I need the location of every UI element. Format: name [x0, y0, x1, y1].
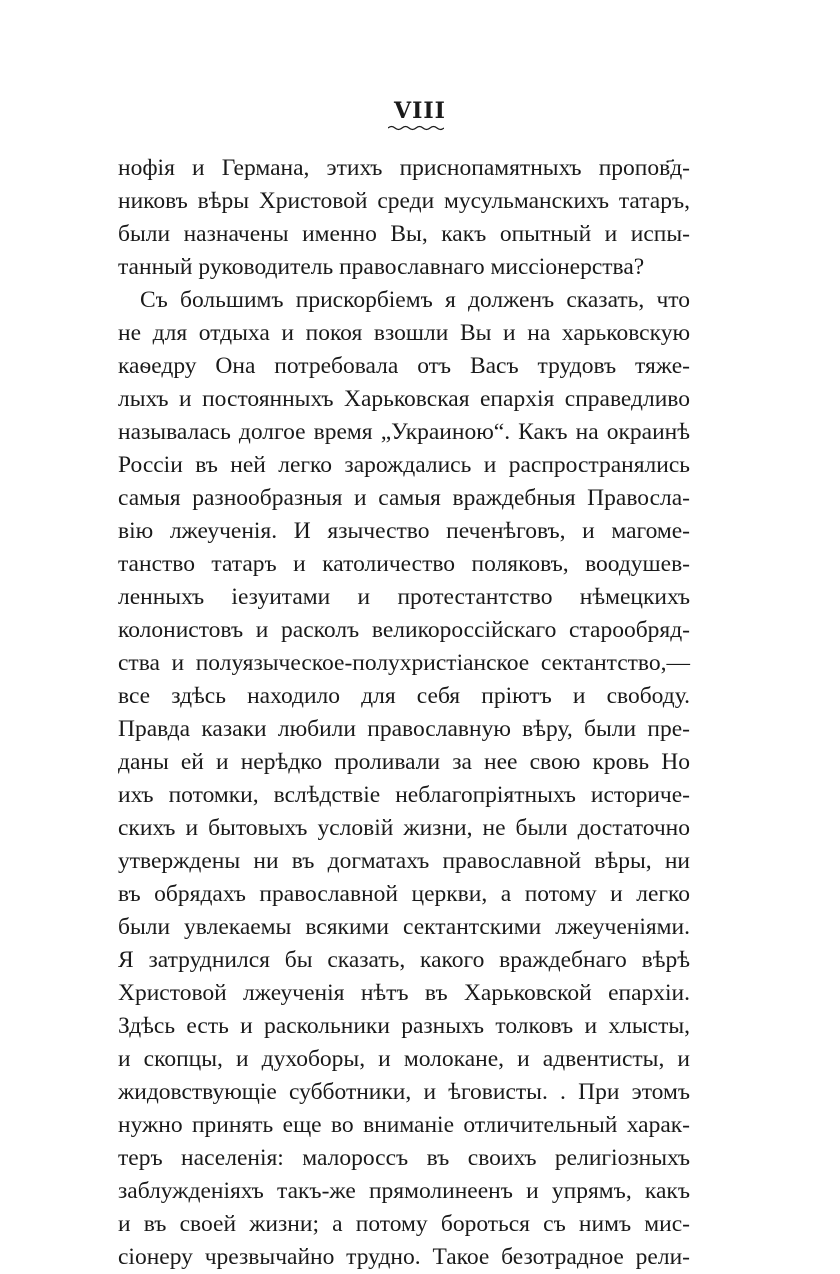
text-line: Я затруднился бы сказать, какого враждебнаго вѣрѣ: [118, 947, 690, 973]
text-line: и въ своей жизни; а потому бороться съ нимъ мис-: [118, 1211, 690, 1237]
text-line: никовъ вѣры Христовой среди мусульманскихъ татаръ,: [118, 188, 690, 214]
text-line: Правда казаки любили православную вѣру, были пре-: [118, 716, 690, 742]
text-line: ленныхъ іезуитами и протестантство нѣмецкихъ: [118, 584, 690, 610]
text-line: все здѣсь находило для себя пріютъ и свободу.: [118, 683, 690, 709]
text-line: Здѣсь есть и раскольники разныхъ толковъ и хлысты,: [118, 1013, 690, 1039]
text-line: были увлекаемы всякими сектантскими лжеученіями.: [118, 914, 690, 940]
text-line: Христовой лжеученія нѣтъ въ Харьковской епархіи.: [118, 980, 690, 1006]
page-number: VIII: [394, 98, 446, 124]
page-text: [118, 152, 690, 1274]
text-line: даны ей и нерѣдко проливали за нее свою кровь Но: [118, 749, 690, 775]
text-line: лыхъ и постоянныхъ Харьковская епархія справедливо: [118, 386, 690, 412]
text-line: жидовствующіе субботники, и ѣговисты. . При этомъ: [118, 1079, 690, 1105]
text-line: сіонеру чрезвычайно трудно. Такое безотрадное рели-: [118, 1244, 690, 1270]
text-line: нужно принять еще во вниманіе отличительный харак-: [118, 1112, 690, 1138]
text-line: и скопцы, и духоборы, и молокане, и адвентисты, и: [118, 1046, 690, 1072]
text-line: каѳедру Она потребовала отъ Васъ трудовъ тяже-: [118, 353, 690, 379]
paragraph: [118, 284, 690, 1274]
text-line: Съ большимъ прискорбіемъ я долженъ сказать, что: [140, 287, 690, 313]
text-line: ства и полуязыческое-полухристіанское сектантство,—: [118, 650, 690, 676]
text-line: ихъ потомки, вслѣдствіе неблагопріятныхъ историче-: [118, 782, 690, 808]
text-line: нофія и Германа, этихъ приснопамятныхъ пропов҃д-: [118, 155, 690, 181]
text-line: не для отдыха и покоя взошли Вы и на харьковскую: [118, 320, 690, 346]
text-line: вію лжеученія. И язычество печенѣговъ, и магоме-: [118, 518, 690, 544]
paragraph-continued: [118, 152, 690, 284]
text-line: утверждены ни въ догматахъ православной вѣры, ни: [118, 848, 690, 874]
page-number-ornament: [388, 125, 444, 131]
text-line: теръ населенія: малороссъ въ своихъ религіозныхъ: [118, 1145, 690, 1171]
text-line: танный руководитель православнаго миссіонерства?: [118, 254, 645, 280]
text-line: самыя разнообразныя и самыя враждебныя Правосла-: [118, 485, 690, 511]
text-line: скихъ и бытовыхъ условій жизни, не были достаточно: [118, 815, 690, 841]
text-line: были назначены именно Вы, какъ опытный и испы-: [118, 221, 690, 247]
text-line: колонистовъ и расколъ великороссійскаго старообряд-: [118, 617, 690, 643]
text-line: въ обрядахъ православной церкви, а потому и легко: [118, 881, 690, 907]
text-line: заблужденіяхъ такъ-же прямолинеенъ и упрямъ, какъ: [118, 1178, 690, 1204]
text-line: танство татаръ и католичество поляковъ, воодушев-: [118, 551, 690, 577]
text-line: Россіи въ ней легко зарождались и распространялись: [118, 452, 690, 478]
text-line: называлась долгое время „Украиною“. Какъ на окраинѣ: [118, 419, 690, 445]
